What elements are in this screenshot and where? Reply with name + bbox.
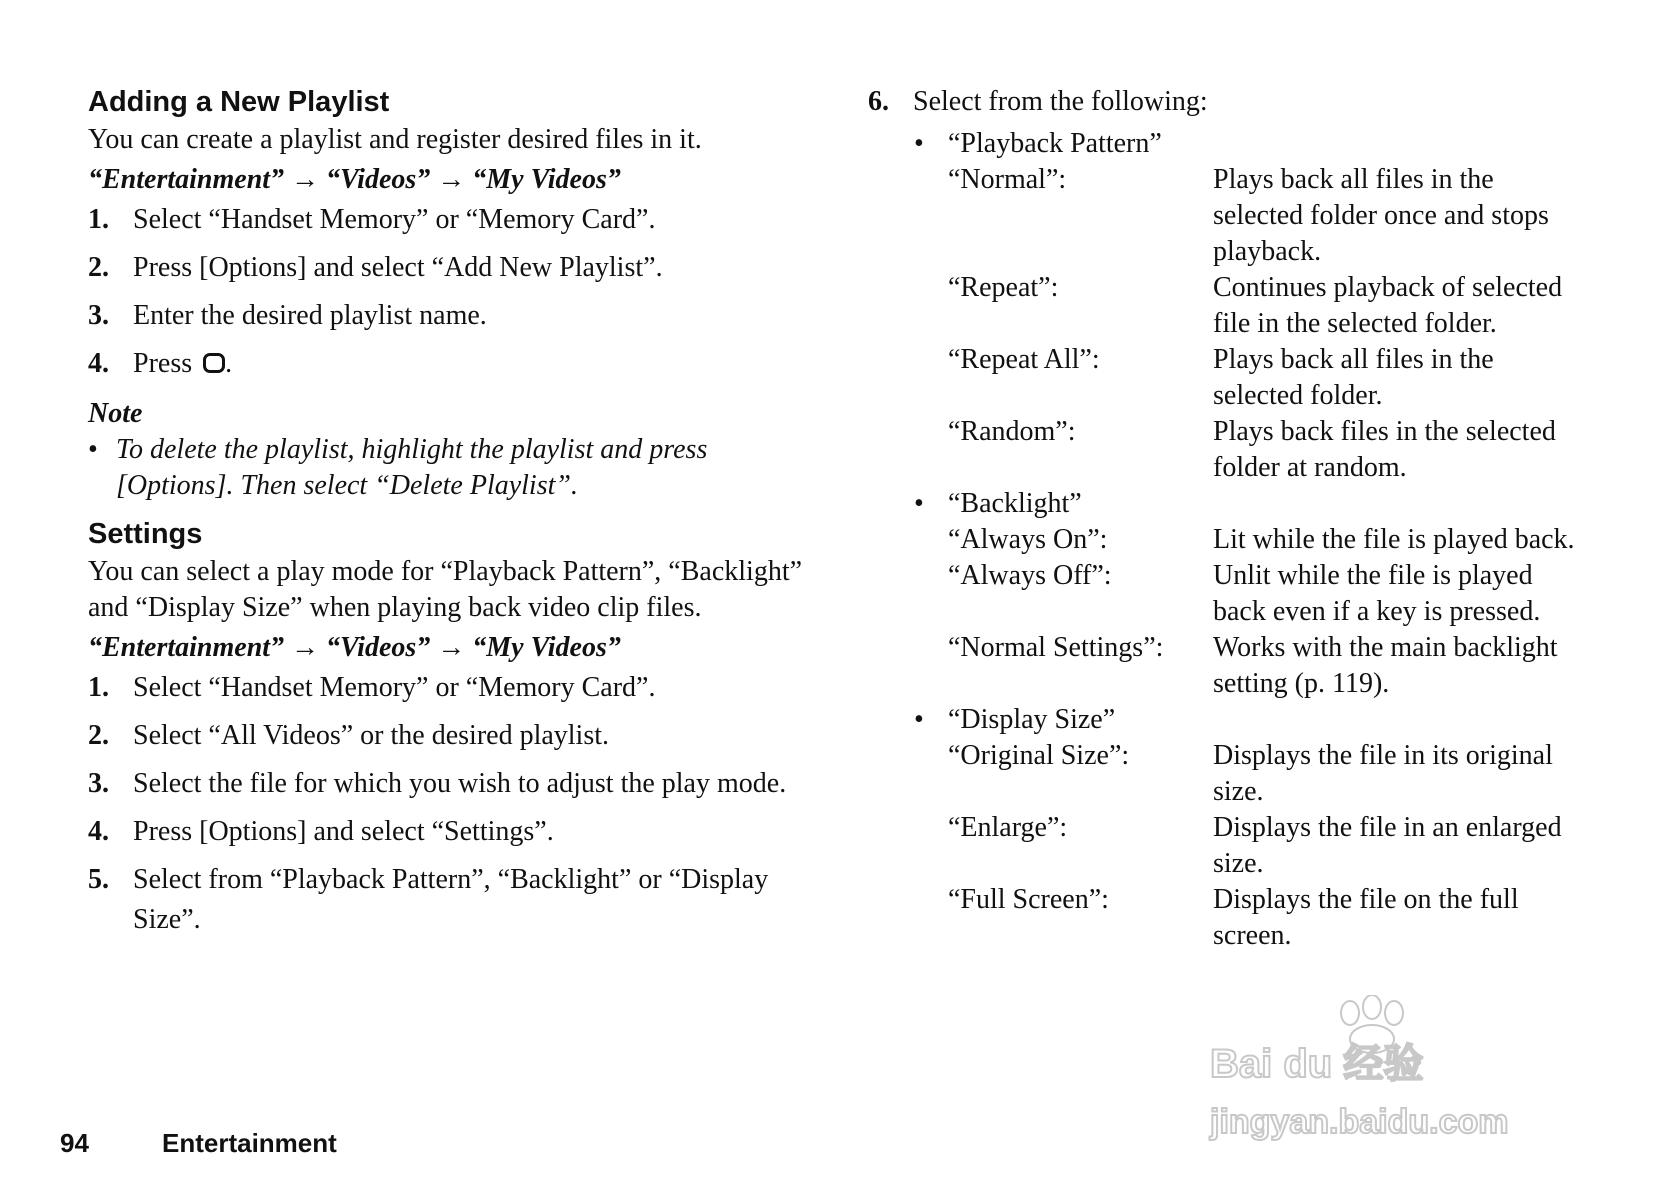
steps-settings bbox=[88, 668, 808, 940]
page-number: 94 bbox=[60, 1128, 89, 1158]
step-item: 5. Select from “Playback Pattern”, “Backlight” or “Display Size”. bbox=[88, 864, 769, 935]
step-6: 6. Select from the following: bbox=[868, 86, 1208, 117]
step-item: 3. Enter the desired playlist name. bbox=[88, 300, 487, 331]
step-item: 3. Select the file for which you wish to adjust the play mode. bbox=[88, 768, 787, 799]
heading-adding-playlist: Adding a New Playlist bbox=[88, 86, 390, 118]
step-item: 1. Select “Handset Memory” or “Memory Card”. bbox=[88, 204, 656, 235]
bullet: • bbox=[914, 704, 924, 735]
watermark-url: jingyan.baidu.com bbox=[1210, 1103, 1509, 1141]
center-key-icon bbox=[203, 353, 225, 373]
option-row: “Full Screen”: Displays the file on the full screen. bbox=[948, 884, 1519, 951]
option-row: “Random”: Plays back files in the selected folder at random. bbox=[948, 416, 1556, 483]
intro-adding-playlist: You can create a playlist and register desired files in it. bbox=[88, 124, 702, 155]
step-item: 4. Press . bbox=[88, 348, 233, 379]
watermark-brand: Bai du 经验 bbox=[1210, 1042, 1424, 1086]
watermark bbox=[1200, 995, 1600, 1145]
step-item: 4. Press [Options] and select “Settings”. bbox=[88, 816, 554, 847]
option-row: “Enlarge”: Displays the file in an enlarged size. bbox=[948, 812, 1562, 879]
footer-section: Entertainment bbox=[162, 1128, 337, 1158]
left-column bbox=[88, 82, 808, 948]
menu-path-1: “Entertainment” → “Videos” → “My Videos” bbox=[88, 164, 621, 195]
right-column bbox=[868, 82, 1668, 954]
intro-settings: You can select a play mode for “Playback Pattern”, “Backlight” and “Display Size” when playing back video clip files. bbox=[88, 556, 803, 623]
option-row: “Normal”: Plays back all files in the selected folder once and stops playback. bbox=[948, 164, 1549, 267]
group-title: “Display Size” bbox=[948, 704, 1116, 735]
option-row: “Always On”: Lit while the file is played back. bbox=[948, 524, 1575, 555]
bullet: • bbox=[914, 128, 924, 159]
group-title: “Backlight” bbox=[948, 488, 1082, 519]
heading-settings: Settings bbox=[88, 518, 203, 550]
menu-path-2: “Entertainment” → “Videos” → “My Videos” bbox=[88, 632, 621, 663]
group-playback-pattern bbox=[914, 126, 1668, 486]
step-item: 1. Select “Handset Memory” or “Memory Card”. bbox=[88, 672, 656, 703]
group-backlight bbox=[914, 486, 1668, 702]
note-item: • To delete the playlist, highlight the playlist and press [Options]. Then select “Delete Playlist”. bbox=[88, 434, 708, 501]
steps-adding-playlist bbox=[88, 200, 808, 384]
step-item: 2. Select “All Videos” or the desired playlist. bbox=[88, 720, 610, 751]
option-row: “Normal Settings”: Works with the main backlight setting (p. 119). bbox=[948, 632, 1558, 699]
option-row: “Original Size”: Displays the file in its original size. bbox=[948, 740, 1553, 807]
note-title: Note bbox=[88, 398, 143, 429]
option-row: “Repeat”: Continues playback of selected file in the selected folder. bbox=[948, 272, 1563, 339]
bullet: • bbox=[914, 488, 924, 519]
group-title: “Playback Pattern” bbox=[948, 128, 1162, 159]
option-row: “Repeat All”: Plays back all files in the selected folder. bbox=[948, 344, 1494, 411]
step-item: 2. Press [Options] and select “Add New Playlist”. bbox=[88, 252, 663, 283]
option-row: “Always Off”: Unlit while the file is played back even if a key is pressed. bbox=[948, 560, 1541, 627]
bullet: • bbox=[88, 434, 98, 465]
group-display-size bbox=[914, 702, 1668, 954]
